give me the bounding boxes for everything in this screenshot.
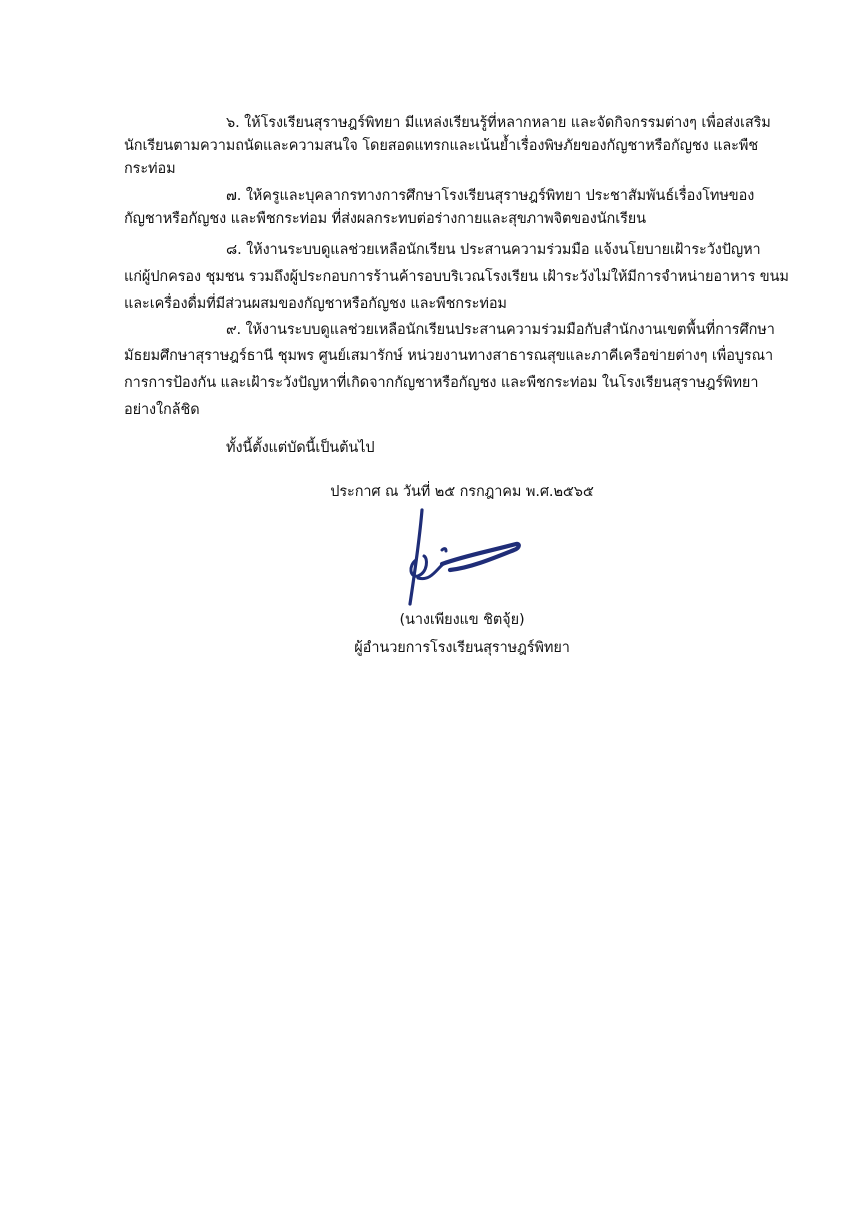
clause-9-number: ๙. <box>226 322 242 338</box>
clause-6-text-1: ให้โรงเรียนสุราษฎร์พิทยา มีแหล่งเรียนรู้ที่หลากหลาย และจัดกิจกรรมต่างๆ เพื่อส่งเสริม <box>244 115 771 131</box>
clause-8-line-2: แก่ผู้ปกครอง ชุมชน รวมถึงผู้ประกอบการร้านค้ารอบบริเวณโรงเรียน เฝ้าระวังไม่ให้มีการจำหน่ายอาหาร ขนม <box>124 269 789 285</box>
clause-9-text-1: ให้งานระบบดูแลช่วยเหลือนักเรียนประสานความร่วมมือกับสำนักงานเขตพื้นที่การศึกษา <box>245 322 775 338</box>
clause-6-line-2: นักเรียนตามความถนัดและความสนใจ โดยสอดแทรกและเน้นย้ำเรื่องพิษภัยของกัญชาหรือกัญชง และพืช <box>124 138 759 154</box>
clause-6-line-1 <box>226 113 771 133</box>
clause-7-line-1 <box>226 186 754 206</box>
clause-9-line-1 <box>226 320 775 340</box>
clause-8-line-3: และเครื่องดื่มที่มีส่วนผสมของกัญชาหรือกัญชง และพืชกระท่อม <box>124 296 507 312</box>
clause-7-line-2: กัญชาหรือกัญชง และพืชกระท่อม ที่ส่งผลกระทบต่อร่างกายและสุขภาพจิตของนักเรียน <box>124 211 646 227</box>
signature-stroke-main <box>442 544 519 570</box>
signature-stroke-dot <box>442 549 446 551</box>
clause-6-number: ๖. <box>226 115 240 131</box>
signer-name: (นางเพียงแข ชิตจุ้ย) <box>399 612 525 628</box>
clause-9-line-3: การการป้องกัน และเฝ้าระวังปัญหาที่เกิดจากกัญชาหรือกัญชง และพืชกระท่อม ในโรงเรียนสุราษฎร์พิทยา <box>124 375 759 391</box>
signer-position: ผู้อำนวยการโรงเรียนสุราษฎร์พิทยา <box>354 640 570 656</box>
clause-6-line-3: กระท่อม <box>124 161 176 177</box>
clause-7-number: ๗. <box>226 188 242 204</box>
clause-9-line-4: อย่างใกล้ชิด <box>124 402 200 418</box>
effective-statement: ทั้งนี้ตั้งแต่บัดนี้เป็นต้นไป <box>226 440 375 456</box>
clause-8-number: ๘. <box>226 242 242 258</box>
signature-image <box>398 506 528 610</box>
announcement-date: ประกาศ ณ วันที่ ๒๕ กรกฎาคม พ.ศ.๒๕๖๕ <box>330 484 594 500</box>
clause-8-text-1: ให้งานระบบดูแลช่วยเหลือนักเรียน ประสานความร่วมมือ แจ้งนโยบายเฝ้าระวังปัญหา <box>246 242 761 258</box>
signature-stroke-hook <box>411 556 427 576</box>
signature-stroke-vertical <box>410 510 422 604</box>
clause-9-line-2: มัธยมศึกษาสุราษฎร์ธานี ชุมพร ศูนย์เสมารักษ์ หน่วยงานทางสาธารณสุขและภาคีเครือข่ายต่างๆ เพื่อบูรณา <box>124 348 774 364</box>
clause-8-line-1 <box>226 240 761 260</box>
clause-7-text-1: ให้ครูและบุคลากรทางการศึกษาโรงเรียนสุราษฎร์พิทยา ประชาสัมพันธ์เรื่องโทษของ <box>245 188 755 204</box>
